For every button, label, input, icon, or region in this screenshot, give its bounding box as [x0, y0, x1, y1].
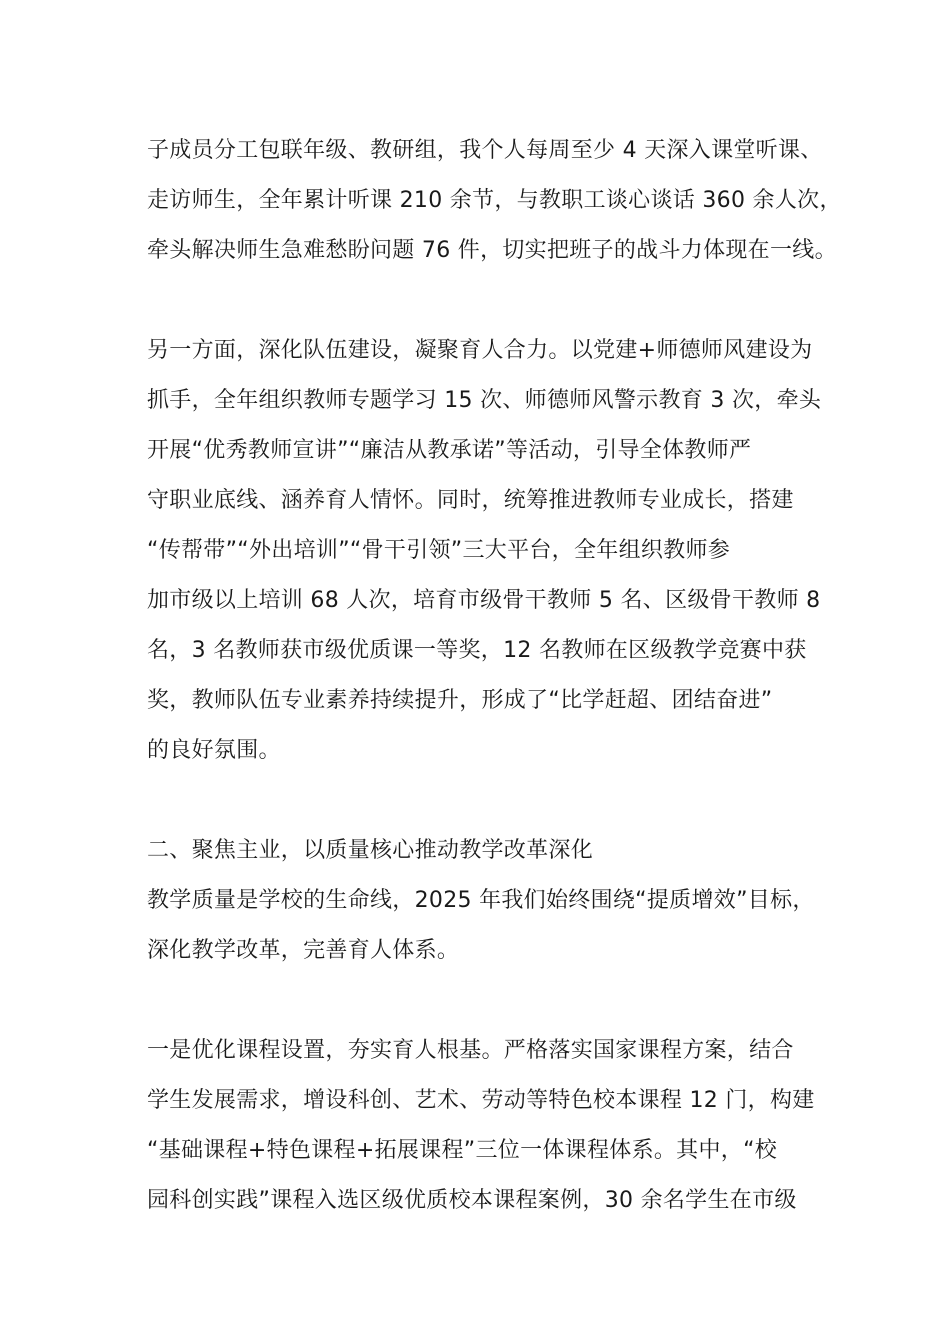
paragraph-2-line-2: 抓手，全年组织教师专题学习 15 次、师德师风警示教育 3 次，牵头 — [147, 388, 822, 413]
paragraph-4-line-1: 一是优化课程设置，夯实育人根基。严格落实国家课程方案，结合 — [147, 1038, 794, 1063]
paragraph-1-line-1: 子成员分工包联年级、教研组，我个人每周至少 4 天深入课堂听课、 — [147, 138, 823, 163]
paragraph-2-line-7: 名，3 名教师获市级优质课一等奖，12 名教师在区级教学竞赛中获 — [147, 638, 807, 663]
paragraph-4-line-4: 园科创实践”课程入选区级优质校本课程案例，30 余名学生在市级 — [147, 1188, 797, 1213]
paragraph-3-line-1: 教学质量是学校的生命线，2025 年我们始终围绕“提质增效”目标， — [147, 888, 815, 913]
paragraph-3-line-2: 深化教学改革，完善育人体系。 — [147, 938, 460, 963]
paragraph-2-line-9: 的良好氛围。 — [147, 738, 281, 763]
section-heading: 二、聚焦主业，以质量核心推动教学改革深化 — [147, 838, 594, 863]
paragraph-2-line-3: 开展“优秀教师宣讲”“廉洁从教承诺”等活动，引导全体教师严 — [147, 438, 752, 463]
paragraph-2-line-6: 加市级以上培训 68 人次，培育市级骨干教师 5 名、区级骨干教师 8 — [147, 588, 821, 613]
paragraph-4-line-3: “基础课程+特色课程+拓展课程”三位一体课程体系。其中，“校 — [147, 1138, 778, 1163]
paragraph-4-line-2: 学生发展需求，增设科创、艺术、劳动等特色校本课程 12 门，构建 — [147, 1088, 815, 1113]
paragraph-2-line-8: 奖，教师队伍专业素养持续提升，形成了“比学赶超、团结奋进” — [147, 688, 773, 713]
paragraph-1-line-3: 牵头解决师生急难愁盼问题 76 件，切实把班子的战斗力体现在一线。 — [147, 238, 837, 263]
paragraph-2-line-4: 守职业底线、涵养育人情怀。同时，统筹推进教师专业成长，搭建 — [147, 488, 794, 513]
paragraph-1-line-2: 走访师生，全年累计听课 210 余节，与教职工谈心谈话 360 余人次， — [147, 188, 842, 213]
paragraph-2-line-5: “传帮带”“外出培训”“骨干引领”三大平台，全年组织教师参 — [147, 538, 731, 563]
paragraph-2-line-1: 另一方面，深化队伍建设，凝聚育人合力。以党建+师德师风建设为 — [147, 338, 813, 363]
